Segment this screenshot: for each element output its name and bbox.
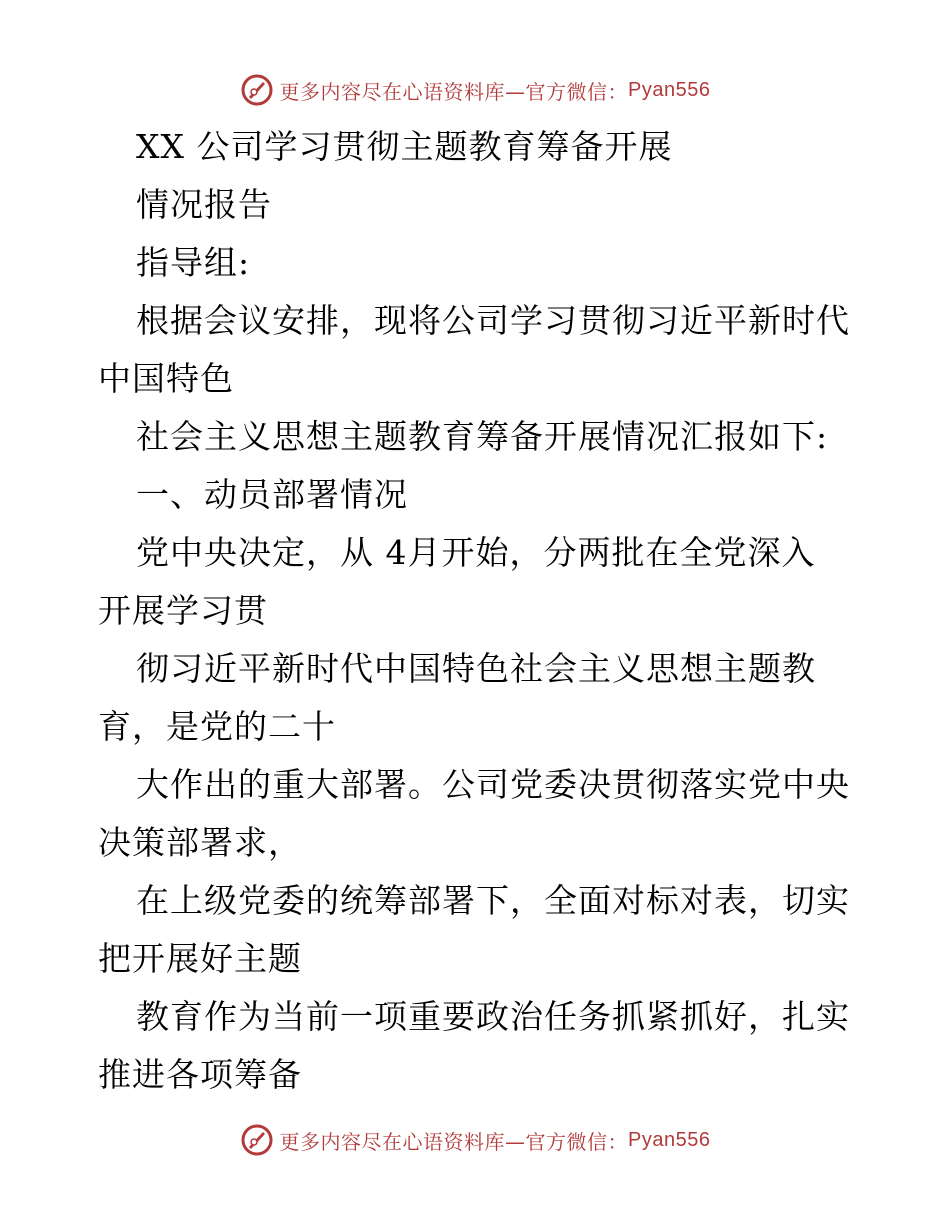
text-line: 育，是党的二十 xyxy=(98,707,336,746)
quill-logo-icon xyxy=(240,73,274,107)
footer-watermark xyxy=(0,1120,950,1160)
watermark-wechat-id: Pyan556 xyxy=(628,78,711,101)
text-line: 教育作为当前一项重要政治任务抓紧抓好，扎实 xyxy=(136,997,850,1036)
text-line: 决策部署求， xyxy=(98,823,302,862)
text-line: 社会主义思想主题教育筹备开展情况汇报如下: xyxy=(136,417,829,456)
text-line: 指导组: xyxy=(136,243,251,282)
document-body xyxy=(98,118,878,1104)
watermark-text: 更多内容尽在心语资料库—官方微信： xyxy=(279,79,629,104)
watermark-wechat-id: Pyan556 xyxy=(628,1128,711,1151)
text-line: 一、动员部署情况 xyxy=(136,475,408,514)
text-line: 彻习近平新时代中国特色社会主义思想主题教 xyxy=(136,649,816,688)
text-line: 推进各项筹备 xyxy=(98,1055,302,1094)
watermark-text: 更多内容尽在心语资料库—官方微信： xyxy=(279,1129,629,1154)
text-line: 在上级党委的统筹部署下，全面对标对表，切实 xyxy=(136,881,850,920)
text-line: 中国特色 xyxy=(98,359,234,398)
text-line: 根据会议安排，现将公司学习贯彻习近平新时代 xyxy=(136,301,850,340)
quill-logo-icon xyxy=(240,1123,274,1157)
text-line: 把开展好主题 xyxy=(98,939,302,978)
text-line: 情况报告 xyxy=(136,185,272,224)
header-watermark xyxy=(0,70,950,110)
text-line: 党中央决定，从 4月开始，分两批在全党深入 xyxy=(136,533,816,572)
text-line: 开展学习贯 xyxy=(98,591,268,630)
text-line: 大作出的重大部署。公司党委决贯彻落实党中央 xyxy=(136,765,850,804)
text-line: XX 公司学习贯彻主题教育筹备开展 xyxy=(136,127,673,166)
